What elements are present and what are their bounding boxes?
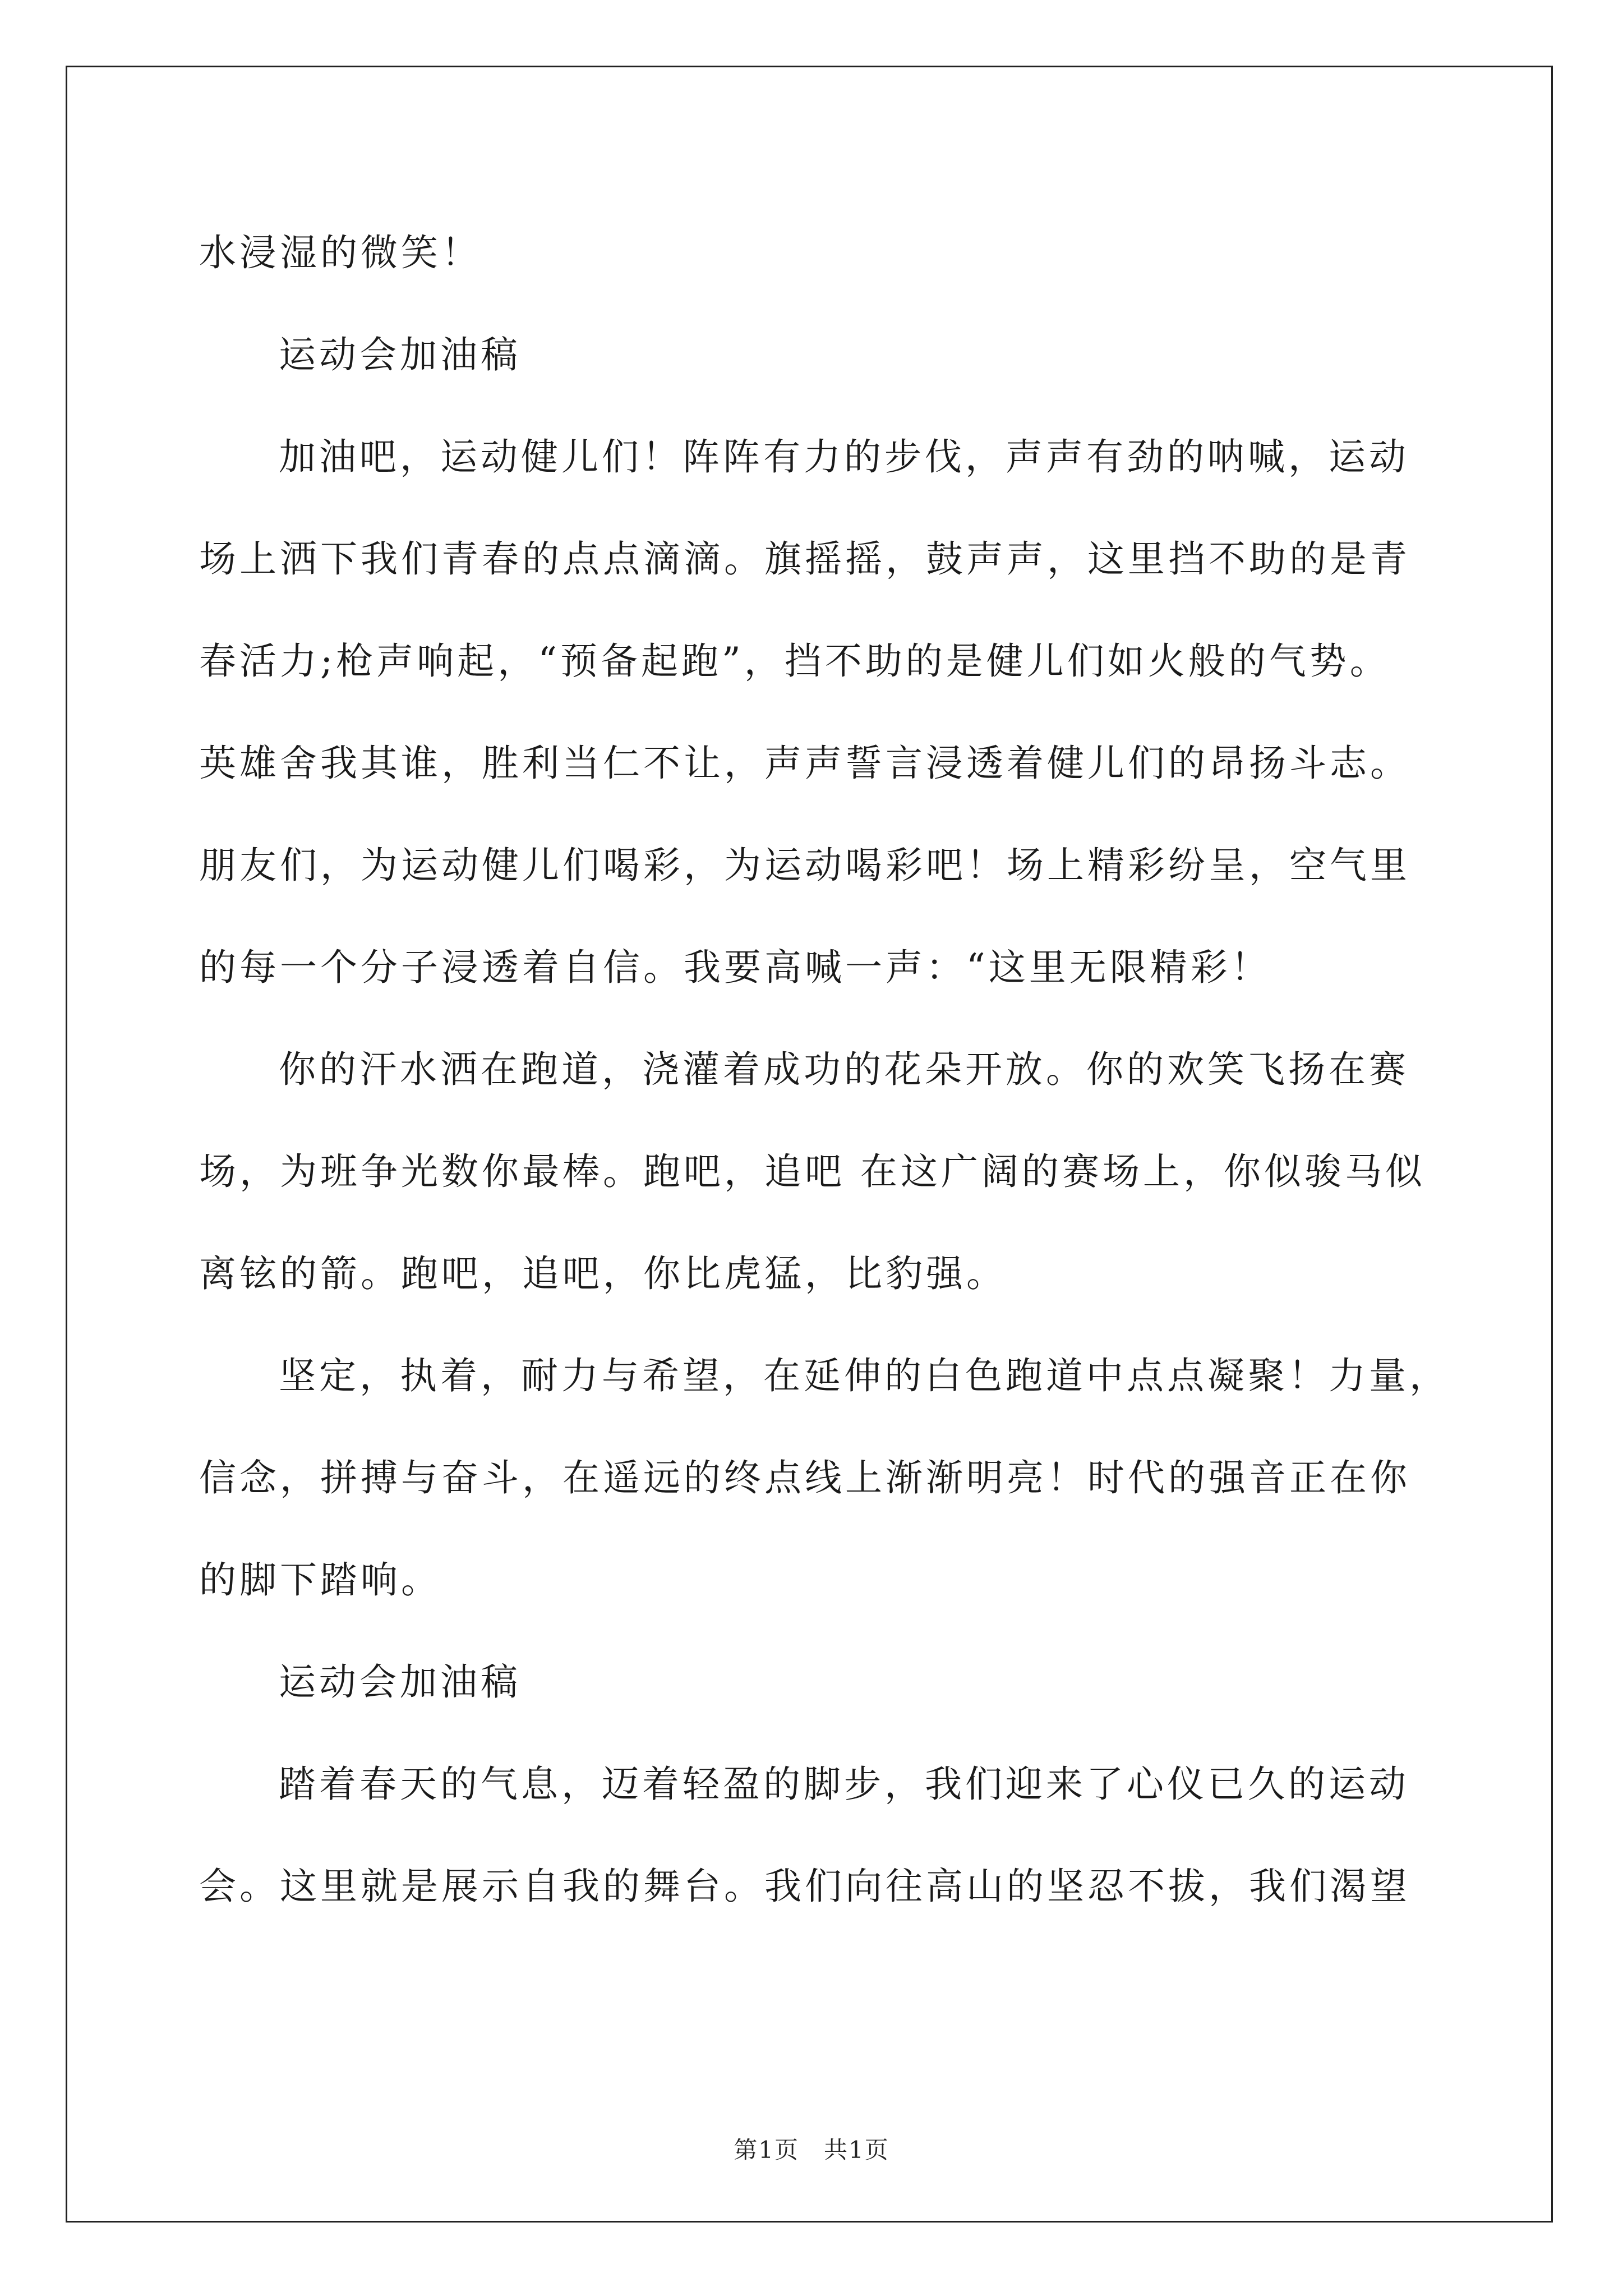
text-line: 场，为班争光数你最棒。跑吧，追吧 在这广阔的赛场上，你似骏马似 bbox=[199, 1150, 1426, 1193]
text-line: 水浸湿的微笑！ bbox=[199, 231, 482, 274]
text-line: 的脚下踏响。 bbox=[199, 1558, 441, 1602]
text-line: 加油吧，运动健儿们！阵阵有力的步伐，声声有劲的呐喊，运动 bbox=[279, 435, 1409, 478]
text-line: 你的汗水洒在跑道，浇灌着成功的花朵开放。你的欢笑飞扬在赛 bbox=[279, 1048, 1409, 1091]
document-body bbox=[199, 202, 1450, 1938]
text-line: 踏着春天的气息，迈着轻盈的脚步，我们迎来了心仪已久的运动 bbox=[279, 1763, 1409, 1806]
section-heading: 运动会加油稿 bbox=[279, 1660, 521, 1704]
text-line: 信念，拼搏与奋斗，在遥远的终点线上渐渐明亮！时代的强音正在你 bbox=[199, 1456, 1410, 1499]
text-line: 会。这里就是展示自我的舞台。我们向往高山的坚忍不拔，我们渴望 bbox=[199, 1865, 1410, 1908]
section-heading: 运动会加油稿 bbox=[279, 333, 521, 376]
text-line: 春活力;枪声响起，“预备起跑”，挡不助的是健儿们如火般的气势。 bbox=[199, 639, 1390, 683]
text-line: 英雄舍我其谁，胜利当仁不让，声声誓言浸透着健儿们的昂扬斗志。 bbox=[199, 742, 1410, 785]
text-line: 的每一个分子浸透着自信。我要高喊一声：“这里无限精彩！ bbox=[199, 946, 1271, 989]
text-line: 坚定，执着，耐力与希望，在延伸的白色跑道中点点凝聚！力量， bbox=[279, 1354, 1450, 1397]
text-line: 离铉的箭。跑吧，追吧，你比虎猛，比豹强。 bbox=[199, 1252, 1007, 1295]
page-number: 第1页 共1页 bbox=[734, 2136, 889, 2164]
text-line: 场上洒下我们青春的点点滴滴。旗摇摇，鼓声声，这里挡不助的是青 bbox=[199, 537, 1410, 581]
text-line: 朋友们，为运动健儿们喝彩，为运动喝彩吧！场上精彩纷呈，空气里 bbox=[199, 844, 1410, 887]
